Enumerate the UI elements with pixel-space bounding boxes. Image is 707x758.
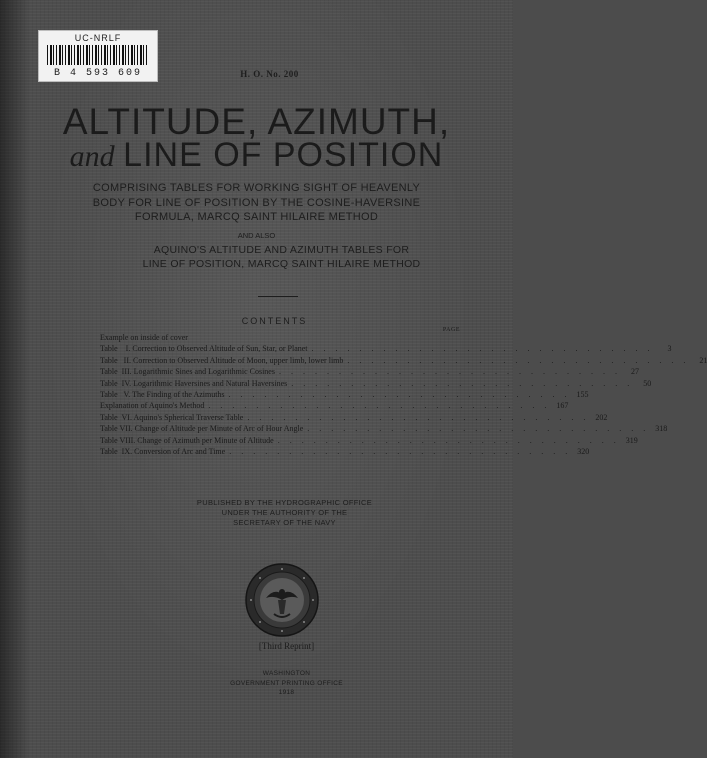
subtitle-line: COMPRISING TABLES FOR WORKING SIGHT OF HEAVENLY <box>92 182 421 194</box>
contents-entry-title: Table III. Logarithmic Sines and Logarithmic Cosines <box>100 367 275 377</box>
publication-number: H. O. No. 200 <box>240 69 299 79</box>
publisher-block <box>0 498 513 528</box>
imprint-line: WASHINGTON <box>262 670 311 677</box>
contents-row <box>100 378 652 389</box>
contents-heading: CONTENTS <box>241 316 308 326</box>
contents-leader-dots: . . . . . . . . . . . . . . . . . . . . . . . . . . . . . <box>228 390 571 399</box>
title-and: and <box>69 140 115 173</box>
publisher-line: SECRETARY OF THE NAVY <box>233 518 336 527</box>
contents-leader-dots: . . . . . . . . . . . . . . . . . . . . . . . . . . . . . <box>208 401 551 411</box>
and-also: AND ALSO <box>237 231 276 240</box>
contents-row <box>100 412 608 423</box>
contents-leader-dots: . . . . . . . . . . . . . . . . . . . . . . . . . . . . . <box>347 355 690 365</box>
aquino-subtitle <box>90 243 473 271</box>
contents-row <box>100 389 589 400</box>
contents-entry-page: 167 <box>556 401 569 411</box>
subtitle-line: FORMULA, MARCQ SAINT HILAIRE METHOD <box>134 211 379 223</box>
contents-entry-page: 21 <box>699 355 707 365</box>
sticker-number: B 4 593 609 <box>53 68 142 79</box>
contents-entry-title: Table VI. Aquino's Spherical Traverse Table <box>100 412 244 422</box>
contents-entry-title: Table VIII. Change of Azimuth per Minute of Altitude <box>100 435 274 445</box>
barcode-icon <box>47 45 149 65</box>
navy-seal-icon <box>244 562 320 638</box>
contents-entry-title: Table I. Correction to Observed Altitude of Sun, Star, or Planet <box>100 344 308 354</box>
contents-leader-dots: . . . . . . . . . . . . . . . . . . . . . . . . . . . . . <box>311 344 654 354</box>
contents-row <box>100 366 639 377</box>
contents-entry-page <box>444 332 462 343</box>
reprint-note: [Third Reprint] <box>258 641 315 651</box>
contents-leader-dots: . . . . . . . . . . . . . . . . . . . . . . . . . . . . . <box>229 447 572 456</box>
contents-entry-page: 318 <box>655 424 668 434</box>
contents-leader-dots: . . . . . . . . . . . . . . . . . . . . . . . . . . . . . <box>247 412 590 422</box>
contents-entry-page: 202 <box>595 412 608 422</box>
subtitle <box>24 181 489 225</box>
aquino-line: LINE OF POSITION, MARCQ SAINT HILAIRE METHOD <box>142 258 421 270</box>
contents-leader-dots <box>188 332 444 343</box>
contents-leader-dots: . . . . . . . . . . . . . . . . . . . . . . . . . . . . . <box>277 435 620 445</box>
contents-entry-title: Table II. Correction to Observed Altitude of Moon, upper limb, lower limb <box>100 355 344 365</box>
contents-entry-page: 50 <box>643 378 652 388</box>
contents-entry-title: Table IX. Conversion of Arc and Time <box>100 447 226 456</box>
contents-entry-title: Example on inside of cover <box>100 333 188 342</box>
contents-entry-title: Table IV. Logarithmic Haversines and Natural Haversines <box>100 378 288 388</box>
sticker-label: UC-NRLF <box>74 33 122 43</box>
contents-entry-page: 320 <box>577 447 590 456</box>
imprint-line: 1918 <box>278 689 295 696</box>
contents-row <box>100 435 638 446</box>
title-line-of-position: LINE OF POSITION <box>123 136 444 174</box>
publisher-line: UNDER THE AUTHORITY OF THE <box>221 508 348 517</box>
divider <box>258 296 298 297</box>
contents-leader-dots: . . . . . . . . . . . . . . . . . . . . . . . . . . . . . <box>278 367 621 377</box>
title-line-2 <box>0 137 513 174</box>
contents-entry-page: 3 <box>667 344 672 354</box>
contents-entry-title: Explanation of Aquino's Method <box>100 401 205 411</box>
publisher-line: PUBLISHED BY THE HYDROGRAPHIC OFFICE <box>196 498 373 507</box>
contents-entry-page: 319 <box>625 435 638 445</box>
title-line-1: ALTITUDE, AZIMUTH, <box>62 101 451 142</box>
page-column-label: PAGE <box>442 327 460 333</box>
contents-entry-page: 155 <box>576 390 589 399</box>
contents-row <box>100 343 672 354</box>
contents-row <box>100 423 668 434</box>
imprint-line: GOVERNMENT PRINTING OFFICE <box>230 679 343 687</box>
imprint <box>0 669 513 698</box>
contents-leader-dots: . . . . . . . . . . . . . . . . . . . . . . . . . . . . . <box>307 424 650 434</box>
subtitle-line: BODY FOR LINE OF POSITION BY THE COSINE-HAVERSINE <box>92 196 421 209</box>
contents-entry-page: 27 <box>630 367 639 377</box>
aquino-line: AQUINO'S ALTITUDE AND AZIMUTH TABLES FOR <box>153 244 410 256</box>
contents-entry-title: Table V. The Finding of the Azimuths <box>100 390 225 399</box>
contents-row <box>100 446 590 457</box>
contents-row <box>100 400 569 411</box>
contents-row <box>100 332 462 343</box>
contents-entry-title: Table VII. Change of Altitude per Minute of Arc of Hour Angle <box>100 424 304 434</box>
contents-leader-dots: . . . . . . . . . . . . . . . . . . . . . . . . . . . . . <box>291 378 634 388</box>
contents-row <box>100 355 707 366</box>
